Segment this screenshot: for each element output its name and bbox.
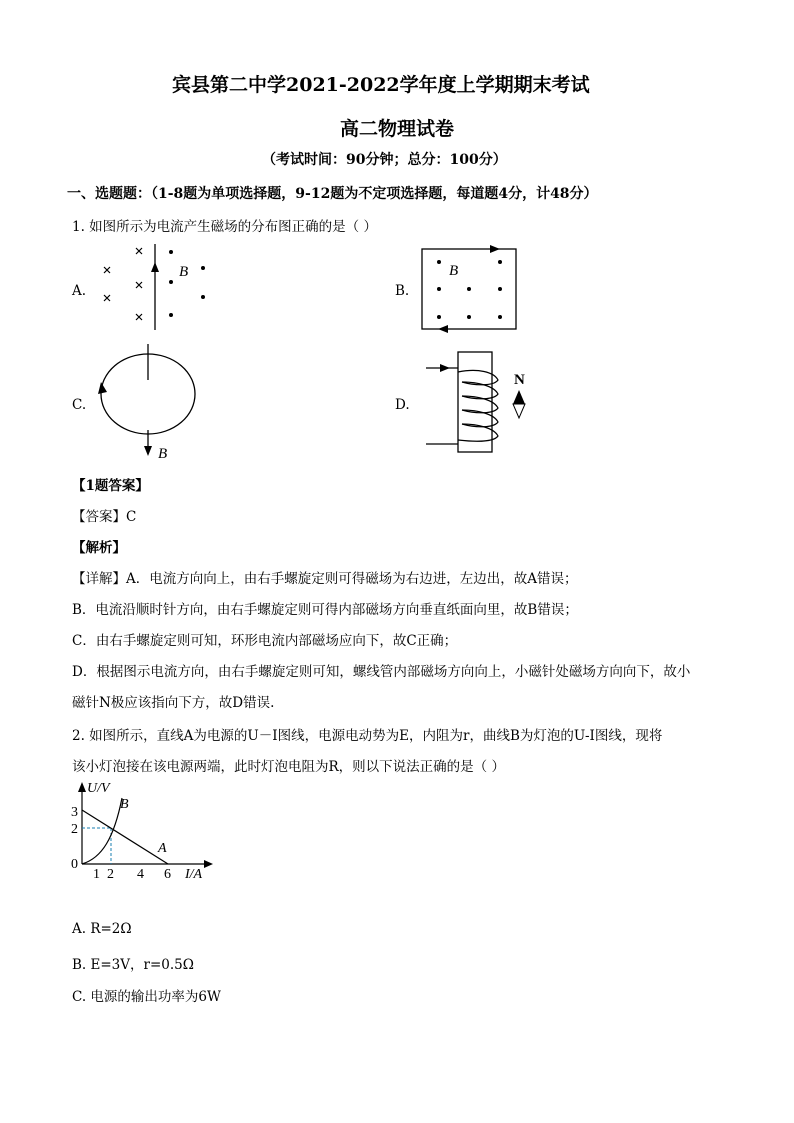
q2-option-a: A. R=2Ω xyxy=(72,921,132,937)
loop-arrow-left xyxy=(438,325,448,333)
dot-marks xyxy=(169,250,205,317)
y-tick: 3 xyxy=(71,805,78,820)
exam-info: （考试时间：90分钟；总分：100分） xyxy=(262,152,507,168)
q2-stem-line: 2. 如图所示，直线A为电源的U－I图线，电源电动势为E，内阻为r，曲线B为灯泡的U-I图线，现将 xyxy=(72,728,663,744)
compass-n-label: N xyxy=(514,372,525,388)
line-a xyxy=(82,810,168,864)
line-a-label: A xyxy=(158,841,167,856)
field-label-b: B xyxy=(158,446,168,462)
q1-figure-c xyxy=(92,342,202,464)
y-axis-label: U/V xyxy=(87,781,110,796)
q1-analysis-header: 【解析】 xyxy=(72,540,126,556)
q1-option-c-label: C. xyxy=(72,397,87,413)
q1-stem: 1. 如图所示为电流产生磁场的分布图正确的是（ ） xyxy=(72,219,377,235)
page-title: 宾县第二中学2021-2022学年度上学期期末考试 xyxy=(172,74,590,96)
q1-answer-header: 【1题答案】 xyxy=(72,478,149,494)
q1-detail-line: C．由右手螺旋定则可知，环形电流内部磁场应向下，故C正确； xyxy=(72,633,458,649)
q1-option-a-label: A. xyxy=(72,283,87,299)
solenoid-core xyxy=(458,352,492,452)
q1-detail-line: 磁针N极应该指向下方，故D错误. xyxy=(72,695,275,711)
x-tick: 6 xyxy=(164,867,171,880)
x-tick: 1 xyxy=(93,867,100,880)
q1-option-d-label: D. xyxy=(395,397,410,413)
q1-detail-line: 【详解】A．电流方向向上，由右手螺旋定则可得磁场为右边进，左边出，故A错误； xyxy=(72,571,578,587)
y-tick: 2 xyxy=(71,822,78,837)
curve-b-label: B xyxy=(120,797,129,812)
section-heading: 一、选题题：（1-8题为单项选择题，9-12题为不定项选择题，每道题4分，计48分） xyxy=(67,186,598,202)
q1-detail-line: B．电流沿顺时针方向，由右手螺旋定则可得内部磁场方向垂直纸面向里，故B错误； xyxy=(72,602,578,618)
field-label-b: B xyxy=(179,264,189,280)
cross-marks xyxy=(104,248,142,320)
q1-figure-d xyxy=(418,348,540,456)
q2-stem-line: 该小灯泡接在该电源两端，此时灯泡电阻为R，则以下说法正确的是（ ） xyxy=(72,759,505,775)
q2-option-c: C. 电源的输出功率为6W xyxy=(72,989,221,1005)
x-tick: 2 xyxy=(107,867,114,880)
loop-arrow-right xyxy=(490,245,500,253)
q1-detail-line: D．根据图示电流方向，由右手螺旋定则可知，螺线管内部磁场方向向上，小磁针处磁场方向向下，故小 xyxy=(72,664,691,680)
page-subtitle: 高二物理试卷 xyxy=(340,118,455,140)
current-in-arrow xyxy=(440,364,450,372)
q1-figure-b xyxy=(418,245,520,333)
dot-grid xyxy=(437,260,502,319)
y-axis-arrow xyxy=(78,782,86,792)
field-arrow-down xyxy=(144,446,152,456)
y-tick: 0 xyxy=(71,857,78,872)
compass-needle-south xyxy=(513,404,525,418)
x-axis-label: I/A xyxy=(185,867,203,880)
x-tick: 4 xyxy=(137,867,144,880)
current-arrow-up xyxy=(151,262,159,272)
q1-figure-a xyxy=(95,242,220,332)
x-axis-arrow xyxy=(204,860,213,868)
q2-option-b: B. E=3V，r=0.5Ω xyxy=(72,957,194,973)
compass-needle-north xyxy=(513,390,525,404)
q1-answer: 【答案】C xyxy=(72,509,137,525)
q1-option-b-label: B. xyxy=(395,283,410,299)
field-label-b: B xyxy=(449,263,459,279)
q2-ui-graph xyxy=(68,778,218,880)
